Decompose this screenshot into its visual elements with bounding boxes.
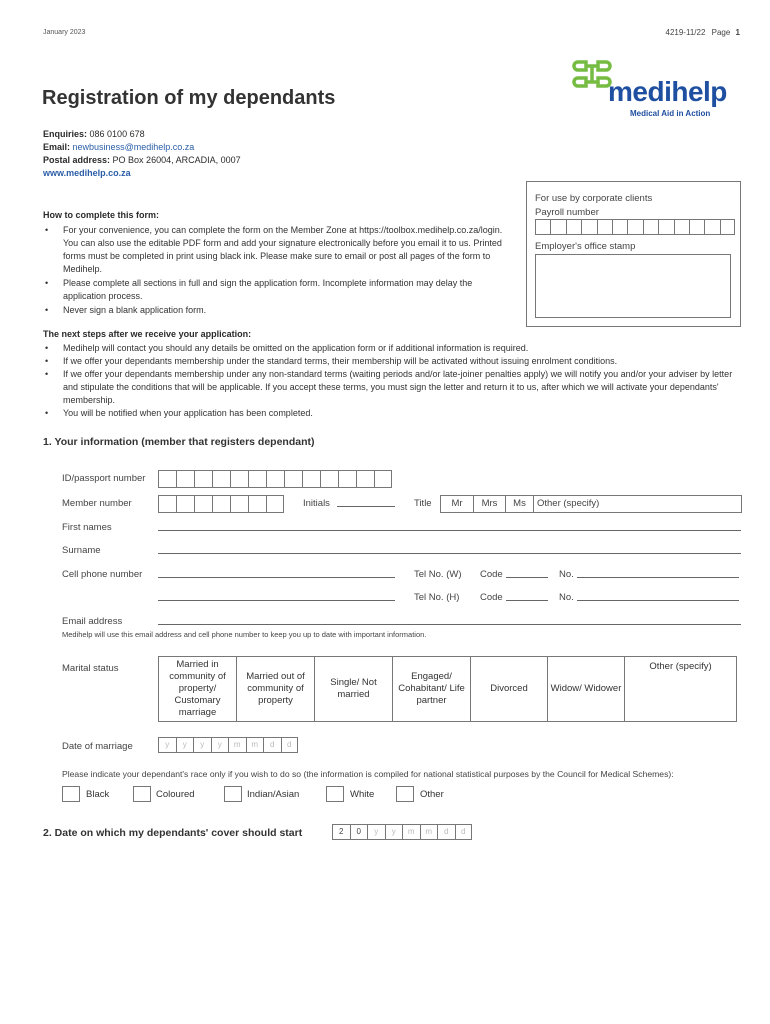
no-h-input[interactable]	[577, 591, 739, 601]
marital-option-married-in-community[interactable]: Married in community of property/ Customary marriage	[159, 657, 237, 721]
race-checkbox-black[interactable]	[62, 786, 80, 802]
corporate-clients-box	[526, 181, 741, 327]
list-item: • Never sign a blank application form.	[43, 304, 503, 317]
how-to-heading: How to complete this form:	[43, 210, 160, 220]
race-label-other: Other	[420, 788, 444, 800]
tel-w-label: Tel No. (W)	[414, 569, 462, 580]
postal-label: Postal address:	[43, 155, 111, 165]
section-2-heading: 2. Date on which my dependants' cover should start	[43, 827, 303, 839]
code-w-input[interactable]	[506, 568, 548, 578]
marital-option-engaged[interactable]: Engaged/ Cohabitant/ Life partner	[393, 657, 471, 721]
email-address-label: Email address	[62, 616, 123, 627]
marital-status-options	[158, 656, 737, 722]
race-prompt: Please indicate your dependant's race only if you wish to do so (the information is compiled for national statistical purposes by the Council for Medical Schemes):	[62, 769, 674, 779]
page-number: 1	[735, 28, 740, 37]
extra-phone-input[interactable]	[158, 591, 395, 601]
date-cell: y	[211, 737, 229, 753]
date-cell: 0	[350, 824, 368, 840]
member-number-label: Member number	[62, 498, 132, 509]
race-checkbox-white[interactable]	[326, 786, 344, 802]
marital-option-single[interactable]: Single/ Not married	[315, 657, 393, 721]
id-label: ID/passport number	[62, 473, 146, 484]
title-option-mrs[interactable]: Mrs	[474, 496, 506, 512]
title-option-mr[interactable]: Mr	[441, 496, 474, 512]
next-steps-section	[43, 328, 743, 420]
race-options	[62, 786, 444, 802]
date-cell: y	[367, 824, 385, 840]
form-date: January 2023	[43, 29, 86, 36]
how-to-section	[43, 209, 503, 317]
date-cell: m	[228, 737, 246, 753]
list-item: • If we offer your dependants membership under the standard terms, their membership will be activated without issuing enrolment conditions.	[43, 355, 743, 368]
marital-option-widow[interactable]: Widow/ Widower	[548, 657, 625, 721]
stamp-label: Employer's office stamp	[535, 241, 636, 252]
date-cell: 2	[332, 824, 350, 840]
email-note: Medihelp will use this email address and cell phone number to keep you up to date with important information.	[62, 630, 427, 639]
marital-option-divorced[interactable]: Divorced	[471, 657, 548, 721]
marriage-date-label: Date of marriage	[62, 741, 133, 752]
marital-status-label: Marital status	[62, 663, 119, 674]
no-w-input[interactable]	[577, 568, 739, 578]
cell-phone-input[interactable]	[158, 568, 395, 578]
list-item: • Please complete all sections in full and sign the application form. Incomplete information may delay the application process.	[43, 277, 503, 303]
list-item: • You will be notified when your application has been completed.	[43, 407, 743, 420]
next-steps-heading: The next steps after we receive your application:	[43, 329, 252, 339]
date-cell: m	[246, 737, 264, 753]
member-number-input[interactable]	[158, 495, 284, 513]
contact-block	[43, 128, 241, 180]
corporate-heading: For use by corporate clients	[535, 193, 653, 204]
section-1-heading: 1. Your information (member that registers dependant)	[43, 436, 315, 448]
date-cell: y	[158, 737, 176, 753]
list-item: • Medihelp will contact you should any details be omitted on the application form or if additional information is required.	[43, 342, 743, 355]
marriage-date-input[interactable]	[158, 737, 298, 753]
date-cell: y	[193, 737, 211, 753]
race-checkbox-coloured[interactable]	[133, 786, 151, 802]
page-reference	[666, 28, 741, 37]
title-option-other[interactable]: Other (specify)	[537, 498, 600, 509]
email-link[interactable]: newbusiness@medihelp.co.za	[72, 142, 195, 152]
logo-tagline: Medical Aid in Action	[630, 109, 711, 118]
email-address-input[interactable]	[158, 615, 741, 625]
code-h-input[interactable]	[506, 591, 548, 601]
title-option-ms[interactable]: Ms	[506, 496, 534, 512]
no-w-label: No.	[559, 569, 574, 580]
email-label: Email:	[43, 142, 71, 152]
date-cell: d	[281, 737, 299, 753]
page-title: Registration of my dependants	[42, 87, 336, 109]
date-cell: y	[176, 737, 194, 753]
medihelp-logo	[570, 56, 742, 122]
first-names-input[interactable]	[158, 521, 741, 531]
surname-label: Surname	[62, 545, 101, 556]
date-cell: m	[420, 824, 438, 840]
marital-option-married-out-of-community[interactable]: Married out of community of property	[237, 657, 315, 721]
website-link[interactable]: www.medihelp.co.za	[43, 168, 131, 178]
race-label-white: White	[350, 788, 375, 800]
initials-input[interactable]	[337, 497, 395, 507]
date-cell: y	[385, 824, 403, 840]
race-label-coloured: Coloured	[156, 788, 195, 800]
form-ref: 4219-11/22	[665, 28, 706, 37]
payroll-label: Payroll number	[535, 207, 599, 218]
office-stamp-area[interactable]	[535, 254, 731, 318]
first-names-label: First names	[62, 522, 112, 533]
date-cell: m	[402, 824, 420, 840]
next-steps-list	[43, 342, 743, 420]
id-number-input[interactable]	[158, 470, 392, 488]
enquiries-value: 086 0100 678	[89, 129, 145, 139]
marital-option-other[interactable]: Other (specify)	[649, 661, 712, 672]
title-options	[440, 495, 742, 513]
cell-phone-label: Cell phone number	[62, 569, 143, 580]
title-label: Title	[414, 498, 432, 509]
enquiries-label: Enquiries:	[43, 129, 88, 139]
date-cell: d	[263, 737, 281, 753]
initials-label: Initials	[303, 498, 330, 509]
tel-h-label: Tel No. (H)	[414, 592, 460, 603]
race-checkbox-indian-asian[interactable]	[224, 786, 242, 802]
no-h-label: No.	[559, 592, 574, 603]
postal-value: PO Box 26004, ARCADIA, 0007	[112, 155, 241, 165]
date-cell: d	[437, 824, 455, 840]
race-checkbox-other[interactable]	[396, 786, 414, 802]
list-item: • For your convenience, you can complete the form on the Member Zone at https://toolbox.medihelp.co.za/login. You can also use the editable PDF form and add your signature electronically before you email it to us. Printed forms must be completed in print using black ink. Please make sure to email or post all pages of the form to Medihelp.	[43, 224, 503, 276]
logo-wordmark: medihelp	[608, 76, 727, 107]
list-item: • If we offer your dependants membership under any non-standard terms (waiting periods and/or late-joiner penalties apply) we will notify you and/or your adviser by letter and stipulate the conditions that will be applicable. If you accept these terms, you must sign the letter and return it to us, after which we will activate your dependants' membership.	[43, 368, 743, 407]
surname-input[interactable]	[158, 544, 741, 554]
race-label-indian-asian: Indian/Asian	[247, 788, 300, 800]
how-to-list	[43, 224, 503, 317]
page-label: Page	[711, 28, 731, 37]
cover-start-date-input[interactable]	[332, 824, 472, 840]
code-h-label: Code	[480, 592, 503, 603]
date-cell: d	[455, 824, 473, 840]
code-w-label: Code	[480, 569, 503, 580]
payroll-number-input[interactable]	[535, 219, 735, 235]
race-label-black: Black	[86, 788, 110, 800]
